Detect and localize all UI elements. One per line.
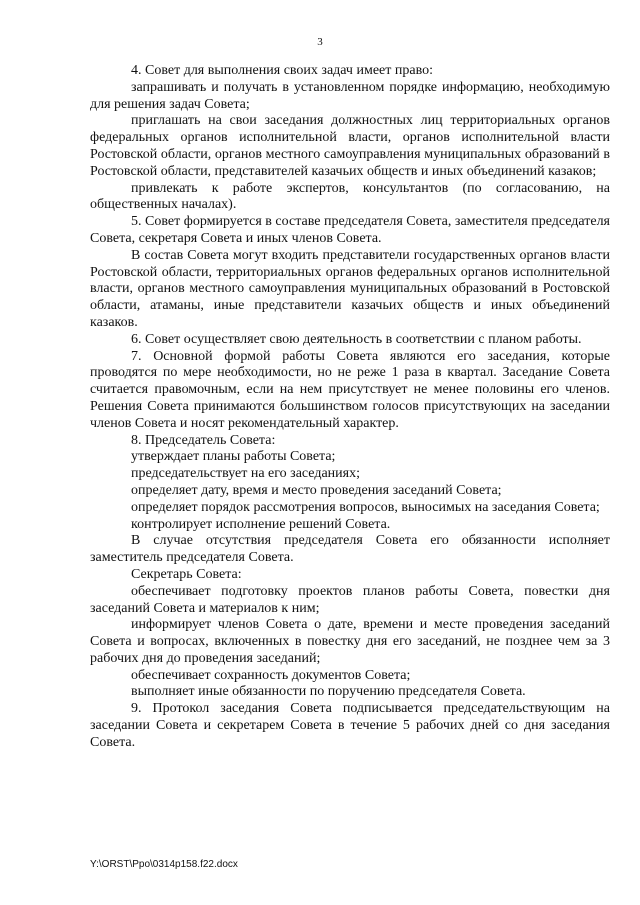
paragraph: 4. Совет для выполнения своих задач имеет право: bbox=[131, 63, 433, 78]
document-body bbox=[90, 63, 610, 752]
paragraph: выполняет иные обязанности по поручению председателя Совета. bbox=[131, 684, 526, 700]
paragraph: В состав Совета могут входить представители государственных органов власти Ростовской области, территориальных органов федеральных органов исполнительной власти, органов местного самоуправления муниципальных образований в Ростовской области, атаманы, иные представители казачьих обществ и иных объединений казаков. bbox=[90, 247, 610, 330]
paragraph: 5. Совет формируется в составе председателя Совета, заместителя председателя Совета, секретаря Совета и иных членов Совета. bbox=[90, 214, 610, 246]
paragraph: запрашивать и получать в установленном порядке информацию, необходимую для решения задач Совета; bbox=[90, 79, 610, 112]
paragraph: В случае отсутствия председателя Совета его обязанности исполняет заместитель председателя Совета. bbox=[90, 533, 610, 566]
paragraph: приглашать на свои заседания должностных лиц территориальных органов федеральных органов исполнительной власти, органов исполнительной власти Ростовской области, органов местного самоуправления муниципальных образований в Ростовской области, представителей казачьих обществ и иных объединений казаков; bbox=[90, 113, 610, 179]
paragraph: определяет порядок рассмотрения вопросов, выносимых на заседания Совета; bbox=[131, 499, 600, 515]
paragraph: информирует членов Совета о дате, времени и месте проведения заседаний Совета и вопросах, включенных в повестку дня его заседаний, не позднее чем за 3 рабочих дня до проведения заседаний; bbox=[90, 617, 610, 666]
paragraph: определяет дату, время и место проведения заседаний Совета; bbox=[131, 482, 502, 498]
page-number: 3 bbox=[317, 36, 323, 48]
footer-file-path: Y:\ORST\Ppo\0314p158.f22.docx bbox=[90, 859, 238, 870]
paragraph: контролирует исполнение решений Совета. bbox=[131, 516, 391, 532]
paragraph: 8. Председатель Совета: bbox=[131, 432, 276, 448]
paragraph: 7. Основной формой работы Совета являются его заседания, которые проводятся по мере необходимости, но не реже 1 раза в квартал. Заседание Совета считается правомочным, если на нем присутствует не менее половины его членов. Решения Совета принимаются большинством голосов присутствующих на заседании членов Совета и носят рекомендательный характер. bbox=[90, 348, 610, 431]
paragraph: привлекать к работе экспертов, консультантов (по согласованию, на общественных началах). bbox=[90, 180, 610, 213]
paragraph: 6. Совет осуществляет свою деятельность в соответствии с планом работы. bbox=[131, 331, 582, 347]
paragraph: Секретарь Совета: bbox=[131, 566, 242, 582]
paragraph: 9. Протокол заседания Совета подписывается председательствующим на заседании Совета и секретарем Совета в течение 5 рабочих дней со дня заседания Совета. bbox=[90, 701, 610, 750]
paragraph: обеспечивает сохранность документов Совета; bbox=[131, 667, 411, 683]
paragraph: обеспечивает подготовку проектов планов работы Совета, повестки дня заседаний Совета и материалов к ним; bbox=[90, 583, 610, 616]
paragraph: утверждает планы работы Совета; bbox=[131, 449, 336, 465]
paragraph: председательствует на его заседаниях; bbox=[131, 466, 360, 482]
